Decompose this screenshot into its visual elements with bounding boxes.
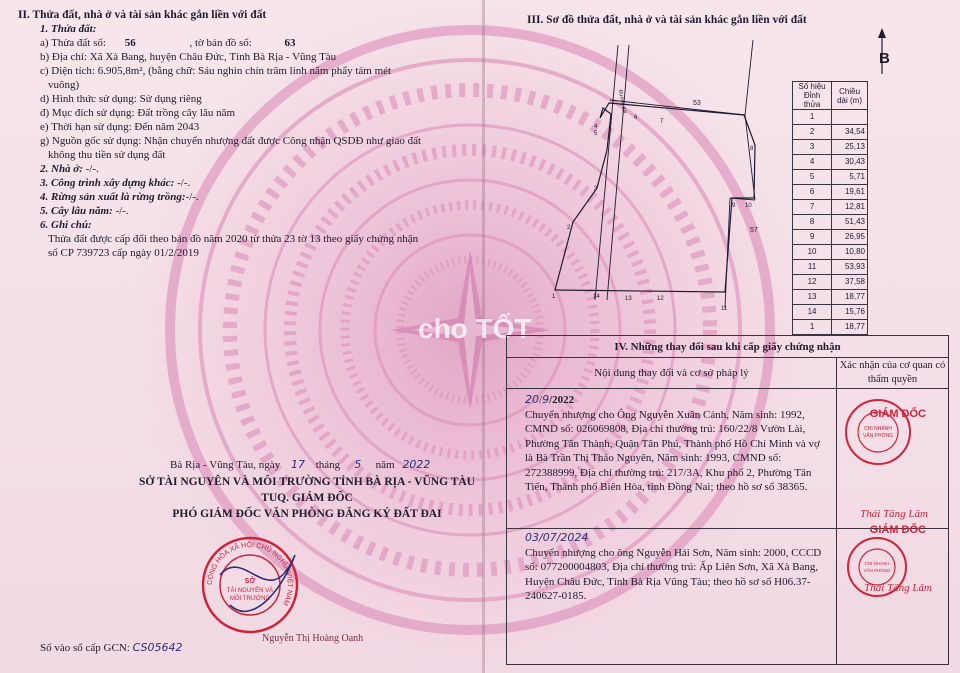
note-heading: 6. Ghi chú:: [40, 219, 92, 231]
change-2-text: Chuyển nhượng cho ông Nguyễn Hải Sơn, Năm sinh: 2000, CCCD số: 077200004803, Địa chỉ thường trú: Ấp Liên Sơn, Xã Xà Bang, Huyện Châu Đức, Tỉnh Bà Rịa Vũng Tàu; theo hồ sơ số H06.37-240627-0185.: [525, 546, 822, 602]
land-details: [18, 8, 473, 260]
date-prefix: Bà Rịa - Vũng Tàu, ngày: [170, 459, 281, 471]
svg-text:CHI NHÁNH: CHI NHÁNH: [864, 561, 890, 566]
issue-date: [170, 458, 480, 472]
vertex-row: [793, 320, 868, 335]
usage-purpose: đ) Mục đích sử dụng: Đất trồng cây lâu năm: [40, 107, 236, 119]
forest-label: 4. Rừng sản xuất là rừng trồng:: [40, 191, 186, 203]
construction-line: [18, 176, 473, 190]
edge-length: 53,93: [832, 260, 868, 275]
section-title-2: II. Thửa đất, nhà ở và tài sản khác gắn liền với đất: [18, 9, 267, 21]
map-sheet-value: 63: [284, 37, 296, 49]
register-value: CS05642: [132, 641, 183, 654]
change-1-month: 9: [542, 393, 550, 406]
vertex-8: 8: [750, 146, 754, 152]
vertex-12: 12: [657, 296, 664, 302]
vertex-row: [793, 305, 868, 320]
stamp-title-1: GIÁM ĐỐC: [869, 408, 926, 420]
svg-text:VĂN PHÒNG: VĂN PHÒNG: [862, 433, 894, 439]
edge-length: [832, 110, 868, 125]
vertex-3: 3: [594, 186, 598, 192]
house-label: 2. Nhà ở:: [40, 163, 83, 175]
change-1-day: 20: [525, 393, 539, 406]
vertex-11: 11: [721, 306, 728, 312]
change-entry-1: [507, 389, 837, 529]
change-2-confirm: [837, 524, 949, 665]
vertex-4: 4: [594, 124, 598, 130]
date-month-label: tháng: [315, 459, 341, 471]
usage-origin-cont: không thu tiền sử dụng đất: [48, 149, 166, 161]
north-label: B: [879, 50, 890, 67]
vertex-row: [793, 260, 868, 275]
vertex-number: 13: [793, 290, 832, 305]
edge-length: 37,58: [832, 275, 868, 290]
stamp-signature-2: Thái Tăng Lâm: [864, 582, 932, 594]
note-line-2: số CP 739723 cấp ngày 01/2/2019: [48, 247, 199, 259]
edge-length: 5,71: [832, 170, 868, 185]
vertex-row: [793, 275, 868, 290]
vertex-row: [793, 200, 868, 215]
change-entry-2: [507, 529, 837, 665]
state-seal: [200, 535, 300, 635]
change-1-date: [525, 393, 830, 408]
map-sheet-label: , tờ bản đồ số:: [189, 37, 252, 49]
construction-value: -/-.: [174, 177, 191, 189]
road-label: Đường đất: [617, 89, 628, 115]
vertex-length-table: [792, 81, 868, 335]
section-title-3: III. Sơ đồ thửa đất, nhà ở và tài sản khác gắn liền với đất: [527, 14, 807, 26]
edge-length: 25,13: [832, 140, 868, 155]
vertex-row: [793, 140, 868, 155]
vertex-14: 14: [593, 294, 600, 300]
changes-table: [506, 335, 949, 665]
usage-form: d) Hình thức sử dụng: Sử dụng riêng: [40, 93, 202, 105]
edge-length: 15,76: [832, 305, 868, 320]
change-2-date: 03/07/2024: [525, 531, 589, 544]
parcel-57-label: 57: [750, 227, 758, 234]
vertex-1: 1: [552, 294, 556, 300]
usage-origin: g) Nguồn gốc sử dụng: Nhận chuyển nhượng đất được Công nhận QSDĐ như giao đất: [40, 135, 422, 147]
tree-line: [18, 204, 473, 218]
vertex-9: 9: [732, 203, 736, 209]
forest-value: -/-.: [185, 191, 199, 203]
change-1-confirm: [837, 389, 949, 529]
vertex-number: 8: [793, 215, 832, 230]
parcel-sketch: [545, 40, 785, 325]
vertex-number: 4: [793, 155, 832, 170]
changes-col-confirm: Xác nhận của cơ quan có thẩm quyền: [837, 358, 949, 389]
changes-title: IV. Những thay đổi sau khi cấp giấy chứng nhận: [507, 336, 949, 358]
area-cont: vuông): [48, 79, 80, 91]
vertex-number: 1: [793, 320, 832, 335]
vertex-row: [793, 125, 868, 140]
changes-col-content: Nội dung thay đổi và cơ sở pháp lý: [507, 358, 837, 389]
seal-text: CỘNG HÒA XÃ HỘI CHỦ NGHĨA VIỆT NAM: [206, 541, 294, 607]
svg-text:VĂN PHÒNG: VĂN PHÒNG: [863, 568, 891, 573]
vertex-row: [793, 215, 868, 230]
stamp-signature-1: Thái Tăng Lâm: [860, 508, 928, 520]
change-1-year: /2022: [549, 394, 575, 406]
edge-length: 12,81: [832, 200, 868, 215]
house-value: -/-.: [82, 163, 99, 175]
svg-text:TÀI NGUYÊN VÀ: TÀI NGUYÊN VÀ: [226, 588, 274, 594]
edge-length: 18,77: [832, 290, 868, 305]
vertex-6: 6: [634, 115, 638, 121]
vertex-number: 1: [793, 110, 832, 125]
tree-value: -/-.: [112, 205, 129, 217]
svg-text:SỞ: SỞ: [244, 578, 256, 585]
issuer-block: [132, 474, 482, 522]
usage-term: e) Thời hạn sử dụng: Đến năm 2043: [40, 121, 200, 133]
vertex-number: 5: [793, 170, 832, 185]
change-1-text: Chuyển nhượng cho Ông Nguyễn Xuân Cảnh, Năm sinh: 1992, CMND số: 026069808, Địa chỉ thường trú: 160/22/8 Vườn Lài, Phường Tân Thành, Quận Tân Phú, Thành phố Hồ Chí Minh và vợ là Bà Trần Thị Thảo Nguyên, Năm sinh: 1993, CMND số: 272388999, Địa chỉ thường trú: 217/3A, Khu phố 2, Phường Tân Tiến, Thành phố Biên Hòa, tỉnh Đồng Nai; theo hồ sơ số 38365.: [525, 408, 820, 493]
length-col-header: Chiều dài (m): [832, 82, 868, 110]
issuer-title: PHÓ GIÁM ĐỐC VĂN PHÒNG ĐĂNG KÝ ĐẤT ĐAI: [172, 508, 442, 520]
vertex-number: 9: [793, 230, 832, 245]
date-year: 2022: [402, 458, 431, 471]
forest-line: [18, 190, 473, 204]
date-day: 17: [290, 458, 305, 471]
edge-length: 26,95: [832, 230, 868, 245]
register-label: Số vào sổ cấp GCN:: [40, 642, 130, 654]
vertex-row: [793, 290, 868, 305]
vertex-number: 6: [793, 185, 832, 200]
parcel-53-label: 53: [693, 100, 701, 107]
vertex-5: 5: [594, 131, 598, 137]
vertex-7: 7: [660, 119, 664, 125]
vertex-number: 11: [793, 260, 832, 275]
vertex-row: [793, 110, 868, 125]
vertex-row: [793, 230, 868, 245]
svg-text:CHI NHÁNH: CHI NHÁNH: [864, 426, 892, 432]
parcel-label: a) Thửa đất số:: [40, 37, 106, 49]
address: b) Địa chỉ: Xã Xà Bang, huyện Châu Đức, Tỉnh Bà Rịa - Vũng Tàu: [40, 51, 337, 63]
date-month: 5: [354, 458, 362, 471]
parcel-value: 56: [124, 37, 136, 49]
svg-text:MÔI TRƯỜNG: MÔI TRƯỜNG: [229, 596, 271, 602]
vertex-2: 2: [567, 225, 571, 231]
land-heading: 1. Thửa đất:: [40, 23, 97, 35]
register-number: [40, 641, 182, 655]
issuer-authorized: TUQ. GIÁM ĐỐC: [261, 492, 353, 504]
vertex-number: 14: [793, 305, 832, 320]
stamp-title-2: GIÁM ĐỐC: [869, 524, 926, 536]
date-year-label: năm: [375, 459, 395, 471]
change-1-sep: /: [539, 394, 543, 406]
edge-length: 30,43: [832, 155, 868, 170]
tree-label: 5. Cây lâu năm:: [40, 205, 113, 217]
edge-length: 10,80: [832, 245, 868, 260]
edge-length: 51,43: [832, 215, 868, 230]
watermark: cho TỐT: [418, 313, 532, 344]
vertex-number: 3: [793, 140, 832, 155]
edge-length: 19,61: [832, 185, 868, 200]
edge-length: 34,54: [832, 125, 868, 140]
issuer-org: SỞ TÀI NGUYÊN VÀ MÔI TRƯỜNG TỈNH BÀ RỊA - VŨNG TÀU: [138, 476, 475, 488]
vertex-col-header: Số hiệu Đỉnh thửa: [793, 82, 832, 110]
vertex-row: [793, 170, 868, 185]
edge-length: 18,77: [832, 320, 868, 335]
house-line: [18, 162, 473, 176]
office-seal-1: [843, 397, 913, 467]
vertex-row: [793, 185, 868, 200]
vertex-number: 10: [793, 245, 832, 260]
vertex-row: [793, 155, 868, 170]
note-line-1: Thửa đất được cấp đổi theo bản đồ năm 2020 từ thửa 23 tờ 13 theo giấy chứng nhận: [48, 233, 419, 245]
vertex-number: 7: [793, 200, 832, 215]
vertex-number: 2: [793, 125, 832, 140]
vertex-number: 12: [793, 275, 832, 290]
parcel-number: [18, 36, 473, 50]
area: c) Diện tích: 6.905,8m², (bằng chữ: Sáu nghìn chín trăm linh năm phẩy tám mét: [40, 65, 392, 77]
signer-name: Nguyễn Thị Hoàng Oanh: [262, 633, 364, 644]
vertex-10: 10: [745, 203, 752, 209]
vertex-13: 13: [625, 296, 632, 302]
construction-label: 3. Công trình xây dựng khác:: [40, 177, 175, 189]
vertex-row: [793, 245, 868, 260]
